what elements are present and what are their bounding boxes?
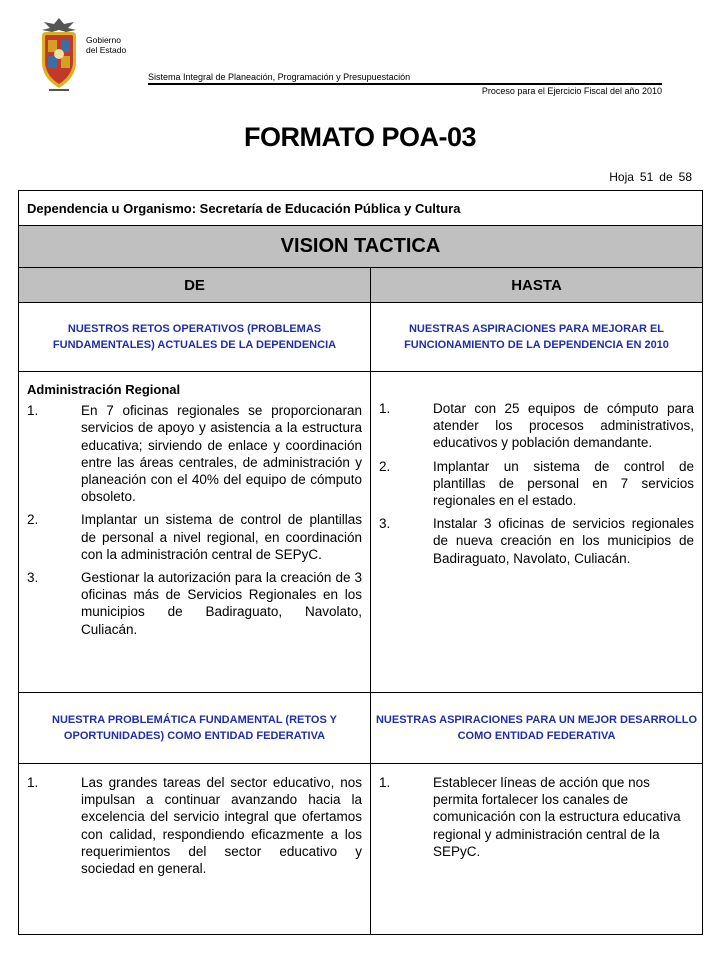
- hoja-de-label: de: [659, 170, 673, 184]
- list-item: [379, 400, 694, 452]
- list-item: [27, 774, 362, 877]
- list-item-number: 3.: [27, 570, 39, 586]
- list-item: [27, 569, 362, 638]
- list-item: [27, 402, 362, 505]
- column-hasta-heading: HASTA: [371, 268, 703, 303]
- list-item: [379, 774, 694, 860]
- list-item-number: 3.: [379, 516, 391, 532]
- list-item-text: Gestionar la autorización para la creación de 3 oficinas más de Servicios Regionales en los municipios de Badiraguato, Navolato, Culiacán.: [81, 570, 362, 637]
- list-item-number: 1.: [379, 401, 391, 416]
- section1-subheading: Administración Regional: [27, 382, 181, 397]
- list-item: [379, 515, 694, 567]
- section2-right-heading: NUESTRAS ASPIRACIONES PARA UN MEJOR DESARROLLO COMO ENTIDAD FEDERATIVA: [371, 693, 703, 764]
- list-item-text: En 7 oficinas regionales se proporcionaran servicios de apoyo y asistencia a la estructura educativa; sirviendo de enlace y coordinación entre las áreas centrales, de administración y planeación con el 40% del equipo de cómputo obsoleto.: [81, 403, 362, 505]
- section2-right-content: [371, 764, 703, 935]
- section1-right-heading: NUESTRAS ASPIRACIONES PARA MEJORAR EL FUNCIONAMIENTO DE LA DEPENDENCIA EN 2010: [371, 303, 703, 372]
- section1-left-heading: NUESTROS RETOS OPERATIVOS (PROBLEMAS FUNDAMENTALES) ACTUALES DE LA DEPENDENCIA: [19, 303, 371, 372]
- state-seal-icon: [34, 16, 84, 96]
- page-title: FORMATO POA-03: [243, 122, 477, 152]
- list-item-text: Establecer líneas de acción que nos permita fortalecer los canales de comunicación con la estructura educativa regional y administración central de la SEPyC.: [433, 775, 681, 859]
- vision-tactica-heading: VISION TACTICA: [19, 226, 703, 268]
- system-name: Sistema Integral de Planeación, Programación y Presupuestación: [148, 72, 411, 82]
- header-divider: [148, 83, 662, 85]
- section1-right-list: [371, 372, 702, 567]
- section1-right-content: [371, 372, 703, 693]
- government-label: [86, 35, 126, 55]
- page-counter: [603, 170, 692, 184]
- list-item-number: 2.: [379, 458, 391, 474]
- list-item-number: 1.: [27, 775, 39, 790]
- list-item-number: 2.: [27, 512, 39, 528]
- hoja-label: Hoja: [609, 170, 634, 184]
- section2-left-heading: NUESTRA PROBLEMÁTICA FUNDAMENTAL (RETOS Y OPORTUNIDADES) COMO ENTIDAD FEDERATIVA: [19, 693, 371, 764]
- list-item-text: Las grandes tareas del sector educativo, nos impulsan a continuar avanzando hacia la excelencia del servicio integral que ofertamos con calidad, respondiendo eficazmente a los requerimientos del sector educativo y sociedad en general.: [81, 775, 362, 877]
- gob-line2: del Estado: [86, 45, 127, 55]
- section1-left-list: [19, 402, 370, 638]
- section2-right-list: [371, 764, 702, 860]
- section2-left-content: [19, 764, 371, 935]
- dependencia-cell: Dependencia u Organismo: Secretaría de Educación Pública y Cultura: [19, 191, 703, 226]
- column-de-heading: DE: [19, 268, 371, 303]
- list-item: [379, 458, 694, 510]
- section2-left-list: [19, 764, 370, 877]
- section1-left-content: [19, 372, 371, 693]
- hoja-total: 58: [678, 170, 692, 184]
- hoja-current: 51: [639, 170, 654, 184]
- list-item-number: 1.: [379, 775, 391, 790]
- list-item-number: 1.: [27, 403, 39, 419]
- process-label: Proceso para el Ejercicio Fiscal del año 2010: [481, 86, 662, 96]
- poa-table: [18, 190, 703, 935]
- list-item: [27, 511, 362, 563]
- list-item-text: Implantar un sistema de control de plantillas de personal en 7 servicios regionales en el estado.: [433, 458, 694, 509]
- list-item-text: Instalar 3 oficinas de servicios regionales de nueva creación en los municipios de Badiraguato, Navolato, Culiacán.: [433, 516, 694, 566]
- list-item-text: Dotar con 25 equipos de cómputo para atender los procesos administrativos, educativos y población demandante.: [433, 401, 694, 451]
- list-item-text: Implantar un sistema de control de plantillas de personal a nivel regional, en coordinación con la administración central de SEPyC.: [81, 512, 362, 562]
- gob-line1: Gobierno: [86, 35, 121, 45]
